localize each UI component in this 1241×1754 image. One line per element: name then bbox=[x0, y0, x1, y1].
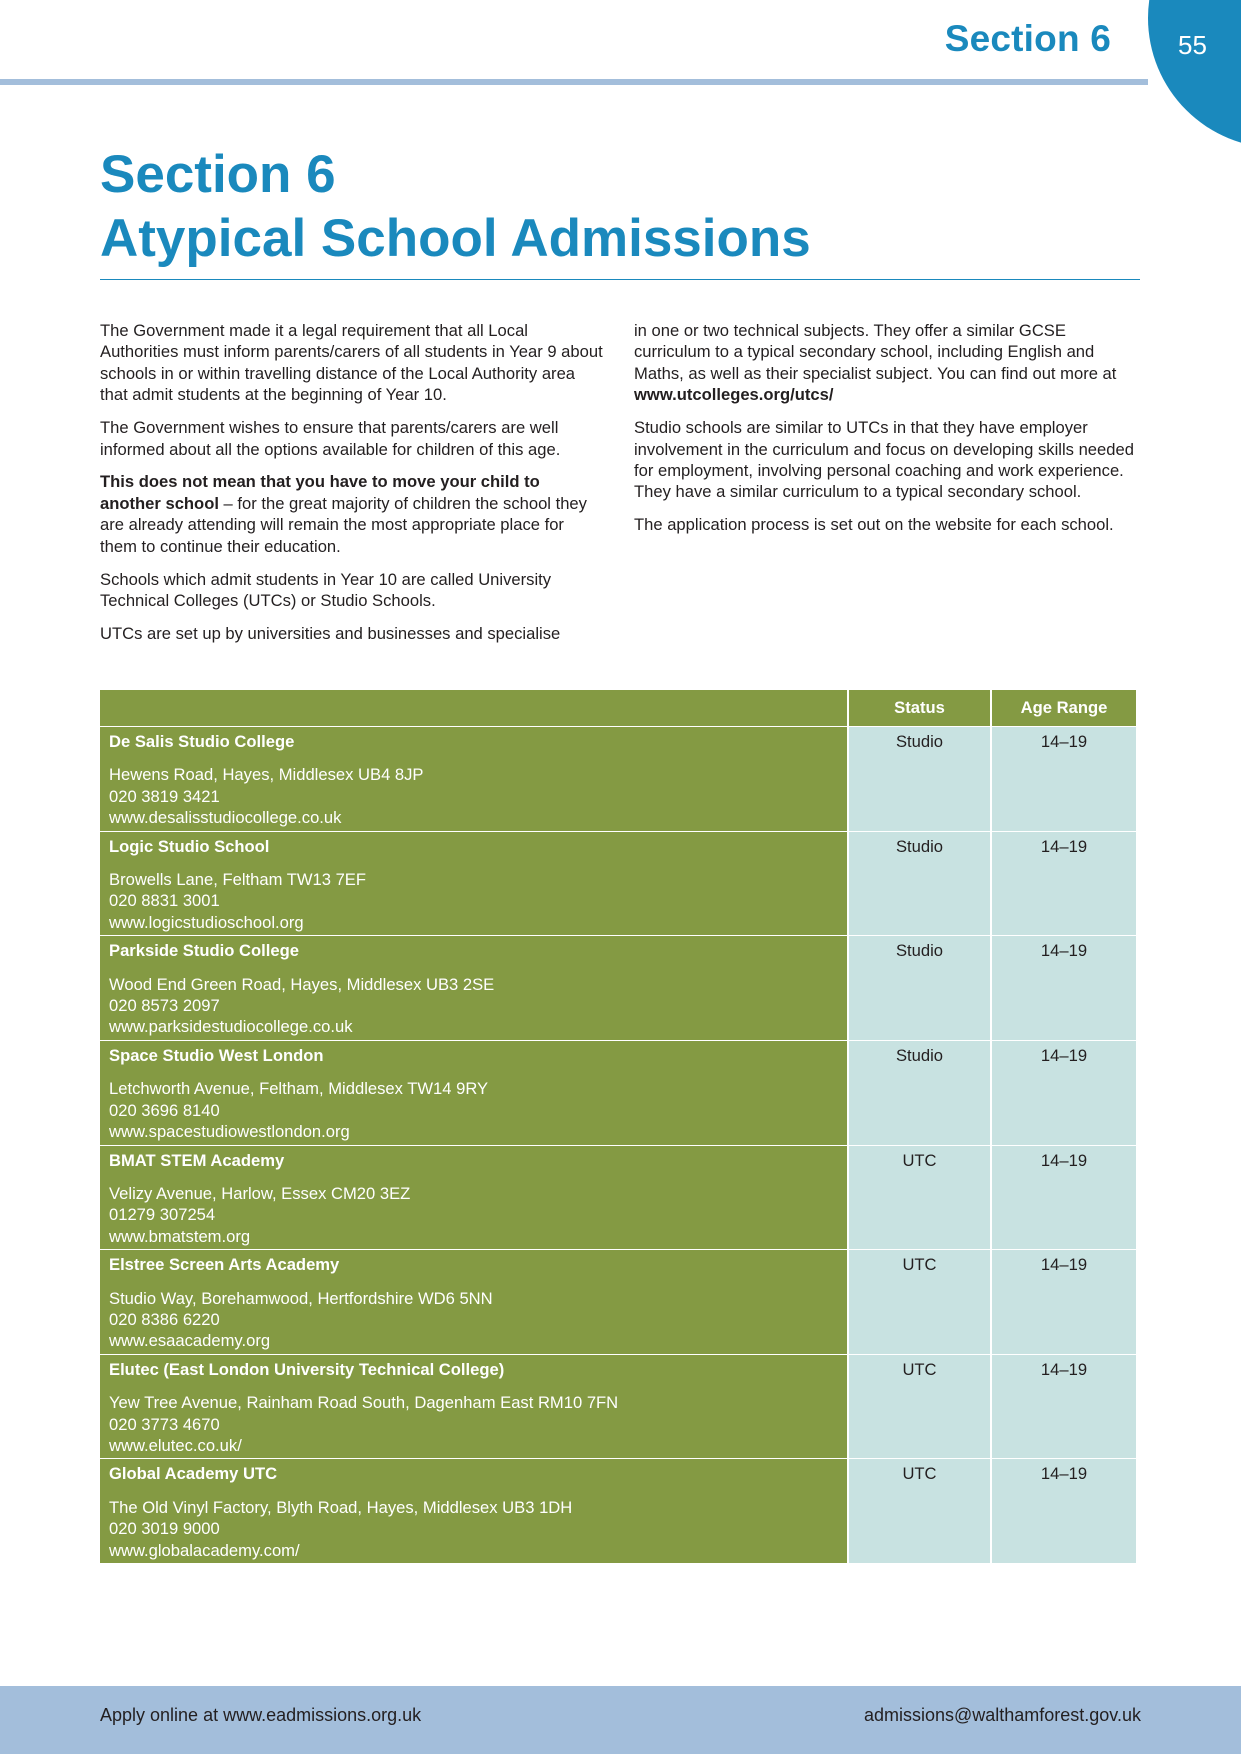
school-address: Wood End Green Road, Hayes, Middlesex UB3 2SE bbox=[109, 974, 495, 994]
table-row bbox=[100, 727, 1136, 832]
school-name: BMAT STEM Academy bbox=[109, 1150, 285, 1170]
intro-paragraph: Studio schools are similar to UTCs in that they have employer involvement in the curriculum and focus on developing skills needed for employment, involving personal coaching and work experience. They have a similar curriculum to a typical secondary school. bbox=[634, 418, 1134, 502]
page-title bbox=[100, 143, 811, 271]
school-website[interactable]: www.elutec.co.uk/ bbox=[109, 1435, 242, 1455]
school-info-cell bbox=[100, 831, 848, 936]
table-row bbox=[100, 936, 1136, 1041]
table-row bbox=[100, 1250, 1136, 1355]
school-address: Velizy Avenue, Harlow, Essex CM20 3EZ bbox=[109, 1183, 411, 1203]
intro-right-column bbox=[634, 320, 1139, 547]
header-age-range: Age Range bbox=[991, 690, 1136, 727]
school-status: UTC bbox=[848, 1459, 991, 1563]
school-status: UTC bbox=[848, 1354, 991, 1459]
page-number-circle bbox=[1148, 0, 1241, 148]
intro-paragraph: Schools which admit students in Year 10 are called University Technical Colleges (UTCs) or Studio Schools. bbox=[100, 569, 552, 610]
school-phone: 01279 307254 bbox=[109, 1205, 216, 1225]
table-row bbox=[100, 831, 1136, 936]
school-address: Yew Tree Avenue, Rainham Road South, Dagenham East RM10 7FN bbox=[109, 1393, 619, 1413]
paragraph-text: in one or two technical subjects. They offer a similar GCSE curriculum to a typical secondary school, including English and Maths, as well as their specialist subject. You can find out more at bbox=[634, 321, 1117, 383]
school-status: UTC bbox=[848, 1250, 991, 1355]
school-status: Studio bbox=[848, 831, 991, 936]
school-info-cell bbox=[100, 1250, 848, 1355]
school-phone: 020 8573 2097 bbox=[109, 996, 220, 1016]
school-age-range: 14–19 bbox=[991, 1459, 1136, 1563]
school-info-cell bbox=[100, 936, 848, 1041]
table-body bbox=[100, 727, 1136, 1564]
school-phone: 020 3819 3421 bbox=[109, 786, 220, 806]
school-age-range: 14–19 bbox=[991, 1040, 1136, 1145]
school-address: Letchworth Avenue, Feltham, Middlesex TW14 9RY bbox=[109, 1079, 489, 1099]
header-rule bbox=[0, 79, 1148, 85]
school-status: Studio bbox=[848, 727, 991, 832]
schools-table bbox=[100, 690, 1136, 1563]
school-info-cell bbox=[100, 1040, 848, 1145]
table-row bbox=[100, 1145, 1136, 1250]
header-section-label: Section 6 bbox=[944, 18, 1111, 59]
school-name: Space Studio West London bbox=[109, 1045, 324, 1065]
footer-bar bbox=[0, 1686, 1241, 1754]
school-website[interactable]: www.esaacademy.org bbox=[109, 1331, 271, 1351]
school-status: Studio bbox=[848, 936, 991, 1041]
school-name: Parkside Studio College bbox=[109, 941, 299, 961]
table-row bbox=[100, 1459, 1136, 1563]
school-website[interactable]: www.parksidestudiocollege.co.uk bbox=[109, 1017, 353, 1037]
school-phone: 020 3773 4670 bbox=[109, 1414, 220, 1434]
title-line-2: Atypical School Admissions bbox=[100, 209, 811, 268]
table-row bbox=[100, 1354, 1136, 1459]
table-row bbox=[100, 1040, 1136, 1145]
school-name: Global Academy UTC bbox=[109, 1464, 278, 1484]
header-status: Status bbox=[848, 690, 991, 727]
footer-email[interactable]: admissions@walthamforest.gov.uk bbox=[863, 1705, 1141, 1725]
school-age-range: 14–19 bbox=[991, 1354, 1136, 1459]
utcolleges-link[interactable]: www.utcolleges.org/utcs/ bbox=[634, 385, 834, 405]
emphasis-text: This does not mean that you have to move your child to another school bbox=[100, 472, 540, 513]
school-phone: 020 3696 8140 bbox=[109, 1100, 220, 1120]
school-website[interactable]: www.globalacademy.com/ bbox=[109, 1540, 300, 1560]
school-name: Logic Studio School bbox=[109, 836, 270, 856]
intro-paragraph-with-link bbox=[634, 320, 1139, 406]
school-info-cell bbox=[100, 1145, 848, 1250]
school-phone: 020 8386 6220 bbox=[109, 1309, 220, 1329]
school-name: Elutec (East London University Technical College) bbox=[109, 1359, 505, 1379]
intro-paragraph: The application process is set out on the website for each school. bbox=[634, 515, 1114, 535]
school-phone: 020 3019 9000 bbox=[109, 1519, 220, 1539]
intro-left-column bbox=[100, 320, 605, 656]
school-address: Hewens Road, Hayes, Middlesex UB4 8JP bbox=[109, 765, 424, 785]
school-info-cell bbox=[100, 1459, 848, 1563]
emphasis-continuation: – for the great majority of children the school they are already attending will remain the most appropriate place for them to continue their education. bbox=[100, 493, 587, 556]
school-info-cell bbox=[100, 1354, 848, 1459]
school-website[interactable]: www.spacestudiowestlondon.org bbox=[109, 1122, 350, 1142]
intro-paragraph: The Government wishes to ensure that parents/carers are well informed about all the options available for children of this age. bbox=[100, 418, 561, 459]
school-info-cell bbox=[100, 727, 848, 832]
school-website[interactable]: www.bmatstem.org bbox=[109, 1226, 251, 1246]
header-school-blank bbox=[100, 690, 848, 727]
school-age-range: 14–19 bbox=[991, 1145, 1136, 1250]
school-address: Studio Way, Borehamwood, Hertfordshire WD6 5NN bbox=[109, 1288, 493, 1308]
school-name: De Salis Studio College bbox=[109, 732, 295, 751]
page-number: 55 bbox=[1178, 30, 1207, 60]
school-status: Studio bbox=[848, 1040, 991, 1145]
school-age-range: 14–19 bbox=[991, 936, 1136, 1041]
school-website[interactable]: www.desalisstudiocollege.co.uk bbox=[109, 808, 342, 828]
title-line-1: Section 6 bbox=[100, 145, 336, 204]
school-phone: 020 8831 3001 bbox=[109, 891, 220, 911]
intro-paragraph: UTCs are set up by universities and businesses and specialise bbox=[100, 623, 561, 643]
school-address: The Old Vinyl Factory, Blyth Road, Hayes, Middlesex UB3 1DH bbox=[109, 1497, 573, 1517]
school-website[interactable]: www.logicstudioschool.org bbox=[109, 912, 304, 932]
school-age-range: 14–19 bbox=[991, 831, 1136, 936]
footer-apply-online[interactable]: Apply online at www.eadmissions.org.uk bbox=[100, 1705, 422, 1725]
school-address: Browells Lane, Feltham TW13 7EF bbox=[109, 870, 367, 890]
table-header-row bbox=[100, 690, 1136, 727]
intro-paragraph: The Government made it a legal requirement that all Local Authorities must inform parents/carers of all students in Year 9 about schools in or within travelling distance of the Local Authority area that admit students at the beginning of Year 10. bbox=[100, 321, 603, 405]
title-rule bbox=[100, 279, 1140, 280]
school-name: Elstree Screen Arts Academy bbox=[109, 1255, 340, 1275]
school-status: UTC bbox=[848, 1145, 991, 1250]
school-age-range: 14–19 bbox=[991, 727, 1136, 832]
school-age-range: 14–19 bbox=[991, 1250, 1136, 1355]
intro-paragraph-emphasis bbox=[100, 471, 605, 557]
